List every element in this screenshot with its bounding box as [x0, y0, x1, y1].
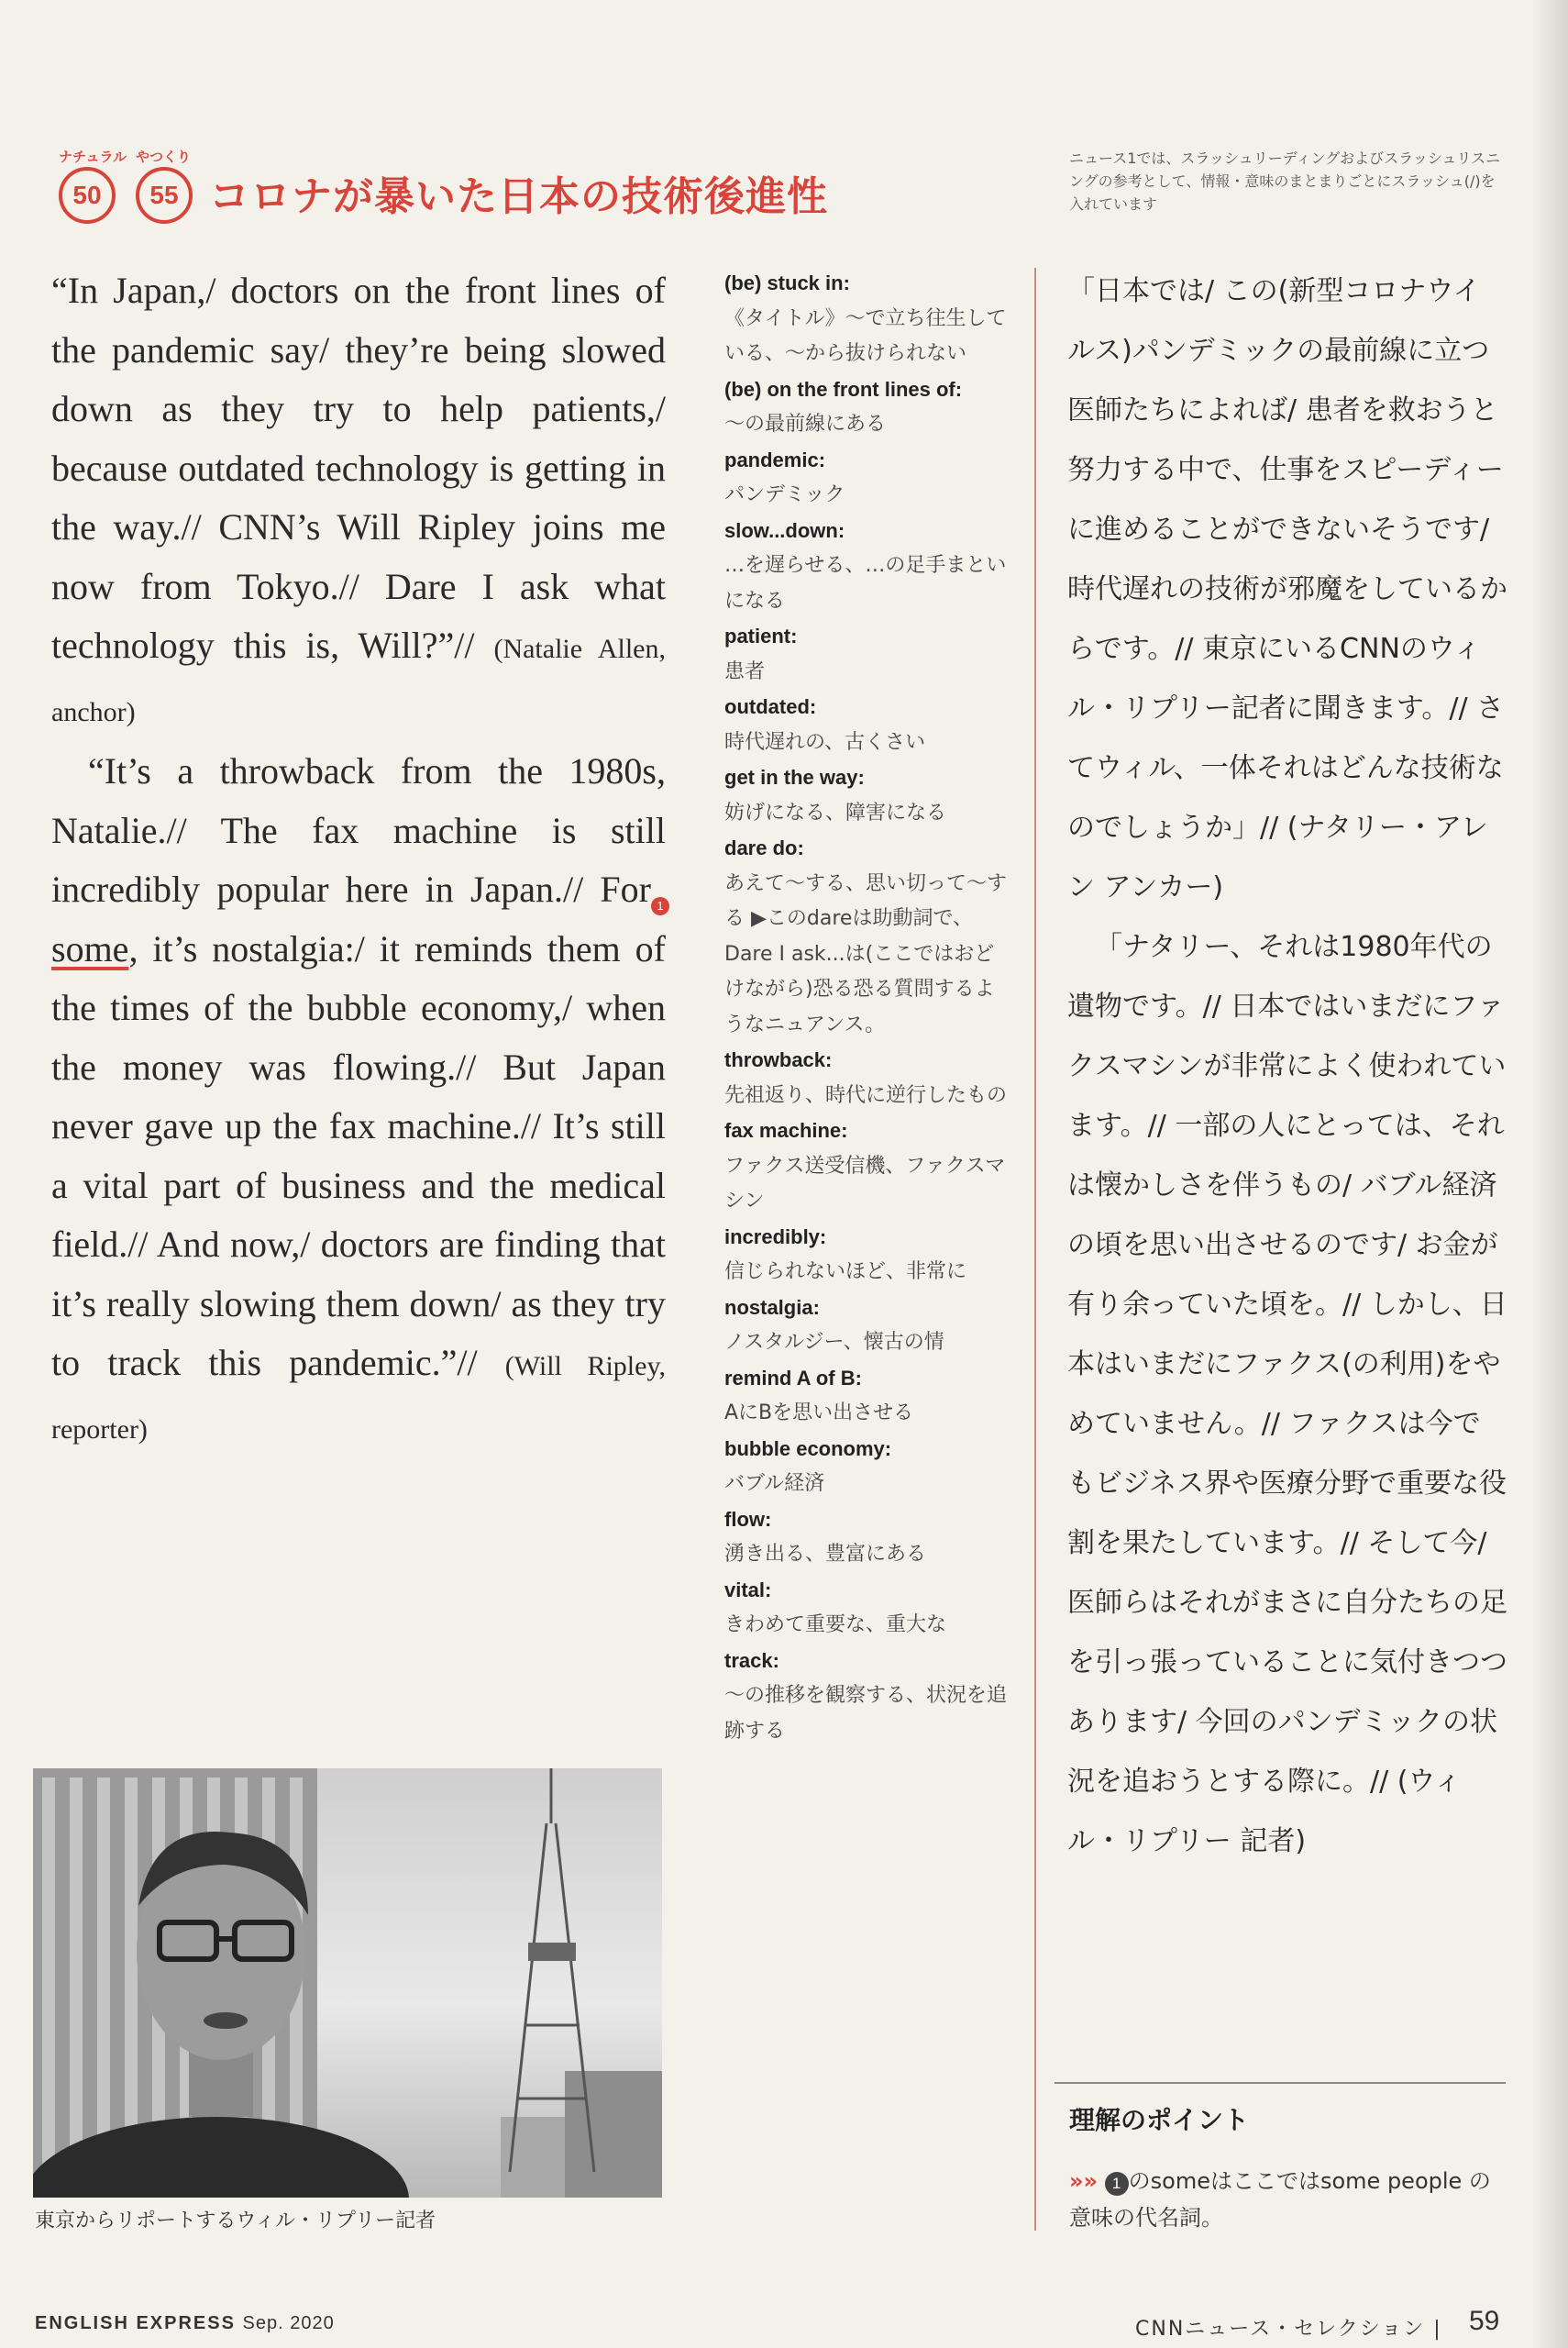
glossary-term: (be) on the front lines of:: [724, 377, 963, 401]
glossary-definition: 湧き出る、豊富にある: [724, 1543, 927, 1566]
glossary-definition: 信じられないほど、非常に: [724, 1260, 967, 1283]
page-edge-shadow: [1531, 0, 1568, 2348]
photo-caption: 東京からリポートするウィル・リプリー記者: [35, 2210, 436, 2232]
glossary-term: vital:: [724, 1578, 772, 1601]
chevron-icon: »»: [1069, 2168, 1099, 2194]
glossary-definition: あえて〜する、思い切って〜する ▶このdareは助動詞で、Dare I ask...は(ここではおどけながら)恐る恐る質問するようなニュアンス。: [724, 871, 1008, 1036]
vocabulary-glossary: [724, 266, 1009, 1749]
point-body: [1069, 2163, 1509, 2236]
glossary-term: dare do:: [724, 836, 804, 859]
glossary-term: get in the way:: [724, 766, 865, 789]
glossary-term: patient:: [724, 625, 798, 648]
badge-caption-2: やつくり: [136, 149, 192, 165]
english-p1-text: “In Japan,/ doctors on the front lines of the pandemic say/ they’re being slowed down as they try to help patients,/ because outdated technology is getting in the way.// CNN’s Will Ripley joins me now from Tokyo.// Dare I ask what technology this is, Will?”//: [51, 270, 666, 666]
glossary-definition: ファクス送受信機、ファクスマシン: [724, 1154, 1006, 1213]
badge-caption-1: ナチュラル: [59, 149, 127, 165]
english-p2-text-a: “It’s a throwback from the 1980s, Natalie.// The fax machine is still incredibly popular here in Japan.// For: [51, 750, 666, 910]
glossary-term: remind A of B:: [724, 1366, 862, 1390]
glossary-definition: パンデミック: [724, 483, 845, 506]
reporter-photo: [33, 1768, 662, 2198]
glossary-definition: 《タイトル》〜で立ち往生している、〜から抜けられない: [724, 306, 1007, 365]
glossary-term: outdated:: [724, 695, 817, 718]
magazine-name: ENGLISH EXPRESS: [35, 2313, 236, 2333]
column-divider: [1034, 268, 1036, 2231]
glossary-term: (be) stuck in:: [724, 271, 850, 294]
glossary-term: fax machine:: [724, 1119, 848, 1142]
glossary-term: incredibly:: [724, 1224, 827, 1248]
glossary-definition: 妨げになる、障害になる: [724, 801, 947, 825]
badge-55: 55: [136, 167, 193, 224]
glossary-definition: バブル経済: [724, 1472, 825, 1495]
glossary-term: flow:: [724, 1507, 772, 1531]
glossary-term: throwback:: [724, 1048, 833, 1071]
badge-50: 50: [59, 167, 116, 224]
japanese-paragraph-1: 「日本では/ この(新型コロナウイルス)パンデミックの最前線に立つ医師たちによれば/ 患者を救おうと努力する中で、仕事をスピーディーに進めることができないそうです/ 時代遅れの技術が邪魔をしているからです。// 東京にいるCNNのウィル・リプリー記者に聞きます。// さてウィル、一体それはどんな技術なのでしょうか」// (ナタリー・アレン アンカー): [1067, 275, 1507, 903]
point-marker-1: 1: [651, 897, 669, 915]
glossary-definition: 〜の推移を観察する、状況を追跡する: [724, 1684, 1008, 1743]
glossary-term: bubble economy:: [724, 1436, 892, 1460]
point-title: 理解のポイント: [1069, 2105, 1250, 2135]
glossary-term: pandemic:: [724, 448, 826, 471]
japanese-paragraph-2: 「ナタリー、それは1980年代の遺物です。// 日本ではいまだにファクスマシンが非常によく使われています。// 一部の人にとっては、それは懐かしさを伴うもの/ バブル経済の頃を思い出させるのです/ お金が有り余っていた頃を。// しかし、日本はいまだにファクス(の利用)をやめていません。// ファクスは今でもビジネス界や医療分野で重要な役割を果たしています。// そして今/ 医師らはそれがまさに自分たちの足を引っ張っていることに気付きつつあります/ 今回のパンデミックの状況を追おうとする際に。// (ウィル・リプリー 記者): [1067, 931, 1507, 1857]
speaker-natalie: (Natalie Allen, anchor): [51, 634, 666, 727]
glossary-term: nostalgia:: [724, 1295, 820, 1319]
speaker-will: (Will Ripley, reporter): [51, 1351, 667, 1445]
glossary-definition: 患者: [724, 659, 766, 683]
glossary-term: slow...down:: [724, 518, 845, 542]
issue-date: Sep. 2020: [242, 2313, 335, 2333]
glossary-definition: 先祖返り、時代に逆行したもの: [724, 1083, 1008, 1107]
article-title: コロナが暴いた日本の技術後進性: [209, 173, 828, 220]
glossary-term: track:: [724, 1648, 779, 1672]
glossary-definition: 〜の最前線にある: [724, 413, 887, 436]
glossary-definition: AにBを思い出させる: [724, 1401, 914, 1424]
point-divider: [1055, 2082, 1506, 2084]
english-paragraph-1: [51, 261, 666, 742]
glossary-definition: ノスタルジー、懐古の情: [724, 1331, 944, 1354]
highlighted-word-some: some: [51, 927, 129, 969]
footer-magazine: [35, 2313, 335, 2334]
english-transcript: [51, 261, 666, 1459]
english-paragraph-2: [51, 742, 666, 1459]
english-p2-text-b: , it’s nostalgia:/ it reminds them of the times of the bubble economy,/ when the money was flowing.// But Japan never gave up the fax machine.// It’s still a vital part of business and the medical field.// And now,/ doctors are finding that it’s really slowing them down/ as they try to track this pandemic.”//: [51, 927, 666, 1383]
point-text: のsomeはここではsome people の意味の代名詞。: [1069, 2168, 1491, 2231]
glossary-definition: 時代遅れの、古くさい: [724, 730, 926, 754]
page-number: 59: [1469, 2306, 1500, 2336]
japanese-translation: [1067, 261, 1507, 1871]
point-number: 1: [1105, 2172, 1129, 2196]
footer-section: CNNニュース・セレクション |: [1135, 2318, 1442, 2341]
glossary-definition: …を遅らせる、…の足手まといになる: [724, 554, 1007, 613]
glossary-definition: きわめて重要な、重大な: [724, 1613, 947, 1636]
slash-reading-note: ニュース1では、スラッシュリーディングおよびスラッシュリスニングの参考として、情報・意味のまとまりごとにスラッシュ(/)を入れています: [1069, 150, 1501, 213]
